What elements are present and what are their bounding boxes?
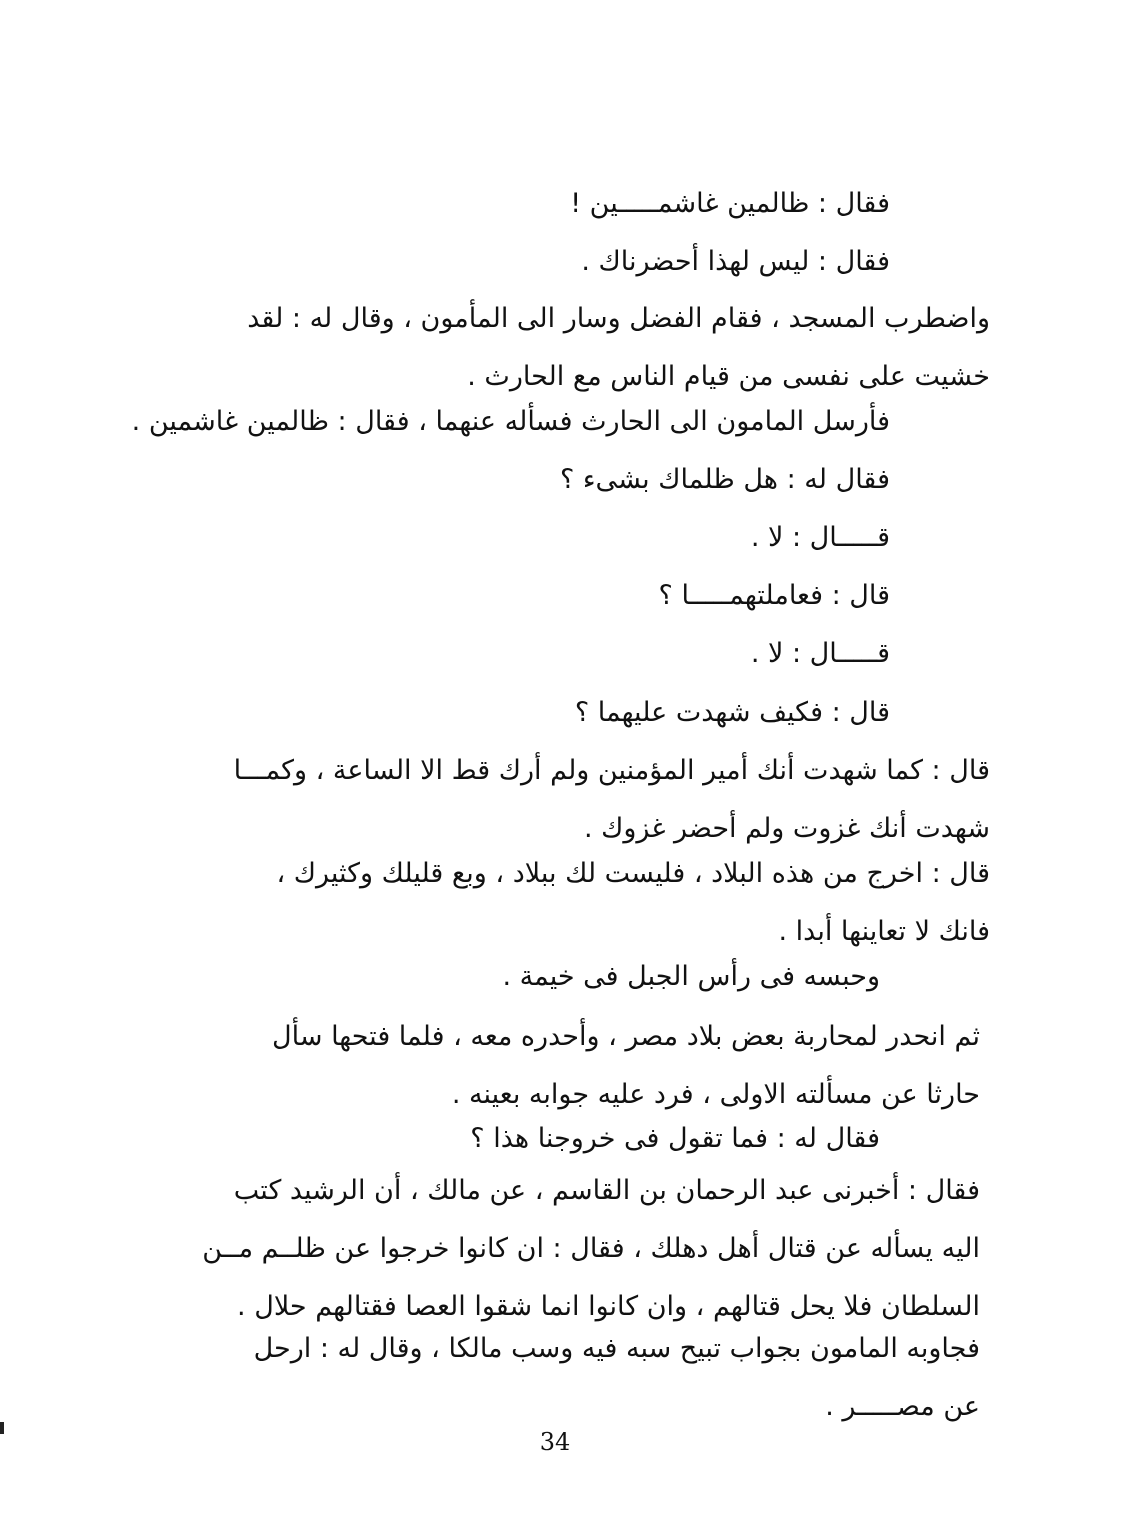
paragraph-6 <box>751 509 890 567</box>
text-line: قـــــال : لا . <box>750 638 890 669</box>
text-line: فقال : ليس لهذا أحضرناك . <box>581 246 890 277</box>
text-line: فقال : أخبرنى عبد الرحمان بن القاسم ، عن مالك ، أن الرشيد كتب <box>233 1175 980 1206</box>
text-line: فانك لا تعاينها أبدا . <box>778 916 990 947</box>
paragraph-1 <box>570 175 890 233</box>
paragraph-12 <box>502 948 880 1006</box>
paragraph-9 <box>575 684 890 742</box>
text-line: واضطرب المسجد ، فقام الفضل وسار الى المأمون ، وقال له : لقد <box>247 303 990 334</box>
text-line: قال : كما شهدت أنك أمير المؤمنين ولم أرك قط الا الساعة ، وكمـــا <box>233 755 990 786</box>
paragraph-14 <box>470 1110 880 1168</box>
text-line: قـــــال : لا . <box>750 522 890 553</box>
paragraph-4 <box>132 393 890 451</box>
text-line: شهدت أنك غزوت ولم أحضر غزوك . <box>583 813 990 844</box>
text-line: خشيت على نفسى من قيام الناس مع الحارث . <box>467 361 990 392</box>
text-line: قال : اخرج من هذه البلاد ، فليست لك ببلاد ، وبع قليلك وكثيرك ، <box>276 858 990 889</box>
text-line: فقال : ظالمين غاشمـــــين ! <box>570 188 890 219</box>
paragraph-13 <box>272 1008 980 1124</box>
page-number: 34 <box>539 1428 571 1456</box>
text-line: عن مصـــــر . <box>825 1391 980 1422</box>
text-line: وحبسه فى رأس الجبل فى خيمة . <box>502 961 880 992</box>
text-line: فأرسل المامون الى الحارث فسأله عنهما ، فقال : ظالمين غاشمين . <box>131 406 890 437</box>
text-line: ثم انحدر لمحاربة بعض بلاد مصر ، وأحدره معه ، فلما فتحها سأل <box>272 1021 980 1052</box>
text-line: فقال له : فما تقول فى خروجنا هذا ؟ <box>470 1123 880 1154</box>
paragraph-8 <box>751 625 890 683</box>
paragraph-10 <box>233 742 990 858</box>
text-line: فجاوبه المامون بجواب تبيح سبه فيه وسب مالكا ، وقال له : ارحل <box>253 1333 980 1364</box>
text-line: اليه يسأله عن قتال أهل دهلك ، فقال : ان كانوا خرجوا عن ظلــم مــن <box>202 1233 980 1264</box>
paragraph-15 <box>202 1162 980 1336</box>
paragraph-2 <box>581 233 890 291</box>
text-line: قال : فعاملتهمـــــا ؟ <box>658 580 890 611</box>
text-line: قال : فكيف شهدت عليهما ؟ <box>574 697 890 728</box>
scan-edge-mark <box>0 1422 4 1434</box>
paragraph-11 <box>276 845 990 961</box>
text-line: السلطان فلا يحل قتالهم ، وان كانوا انما شقوا العصا فقتالهم حلال . <box>237 1291 980 1322</box>
text-line: حارثا عن مسألته الاولى ، فرد عليه جوابه بعينه . <box>451 1079 980 1110</box>
paragraph-3 <box>247 290 990 406</box>
paragraph-16 <box>253 1320 980 1436</box>
text-line: فقال له : هل ظلماك بشىء ؟ <box>559 464 890 495</box>
paragraph-5 <box>560 451 890 509</box>
paragraph-7 <box>659 567 890 625</box>
